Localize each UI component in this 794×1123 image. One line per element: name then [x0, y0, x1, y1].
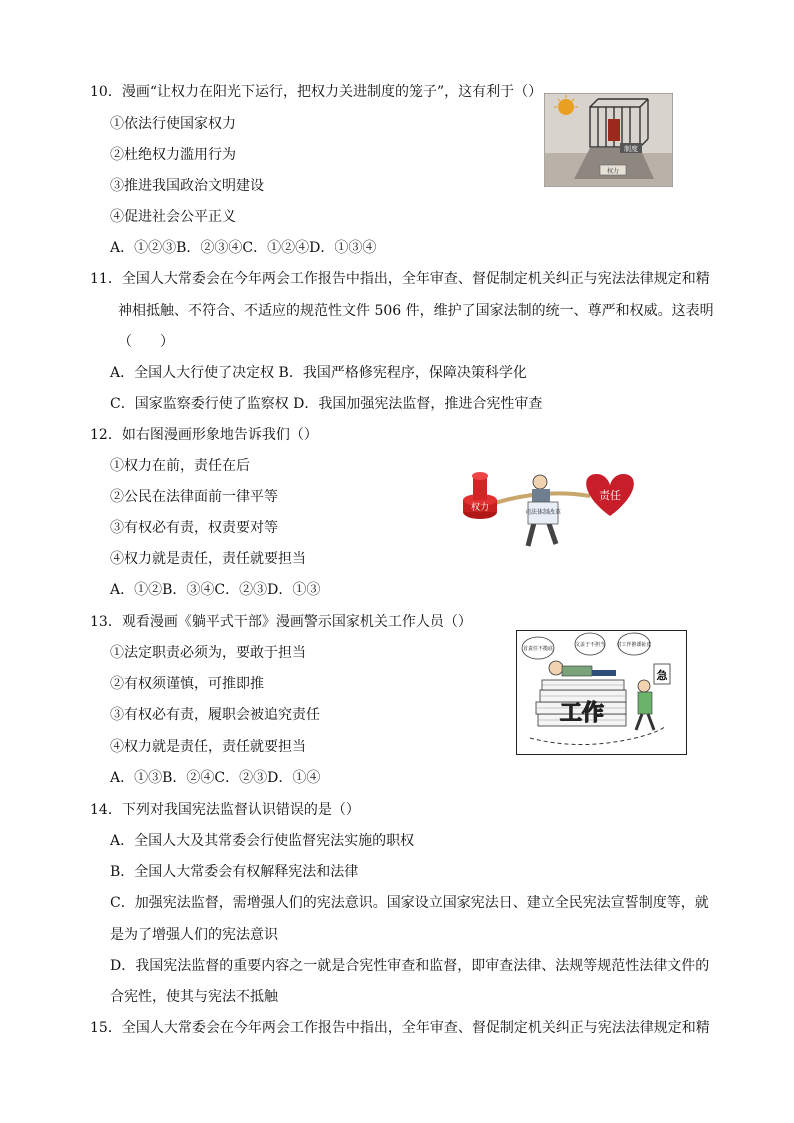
svg-text:急: 急	[656, 669, 668, 682]
question-10-stem: 10．漫画“让权力在阳光下运行，把权力关进制度的笼子”，这有利于（）	[90, 84, 543, 100]
question-14-choice-c-line-1: C．加强宪法监督，需增强人们的宪法意识。国家设立国家宪法日、建立全民宪法宣誓制度等，就	[110, 895, 709, 911]
question-11-stem-line-3: （ ）	[118, 334, 174, 350]
svg-text:权力: 权力	[606, 168, 620, 175]
worried-person-head	[638, 680, 650, 692]
power-button-label: 权力	[470, 503, 490, 513]
svg-text:责任: 责任	[599, 489, 621, 502]
question-12-option-1: ①权力在前，责任在后	[110, 458, 250, 474]
question-12-stem: 12．如右图漫画形象地告诉我们（）	[90, 427, 318, 443]
question-13-option-4: ④权力就是责任，责任就要担当	[110, 739, 306, 755]
lying-flat-cadre-cartoon-image	[516, 630, 687, 755]
sun-icon	[558, 99, 574, 115]
question-10-option-4: ④促进社会公平正义	[110, 209, 236, 225]
question-12-option-2: ②公民在法律面前一律平等	[110, 489, 278, 505]
cage-cartoon-image	[544, 93, 673, 187]
question-14-choice-c-line-2: 是为了增强人们的宪法意识	[110, 927, 278, 943]
question-13-stem: 13．观看漫画《躺平式干部》漫画警示国家机关工作人员（）	[90, 614, 472, 630]
power-responsibility-cartoon-image	[462, 466, 638, 558]
person-head	[533, 475, 547, 489]
question-13-option-1: ①法定职责必须为，要敢于担当	[110, 645, 306, 661]
svg-text:司法体制改革: 司法体制改革	[524, 509, 562, 516]
question-10-choices: A．①②③B．②③④C．①②④D．①③④	[110, 240, 377, 256]
question-13-option-3: ③有权必有责，履职会被追究责任	[110, 707, 320, 723]
question-13-option-2: ②有权须谨慎，可推即推	[110, 676, 264, 692]
question-13-choices: A．①③B．②④C．②③D．①④	[110, 770, 321, 786]
question-14-choice-b: B．全国人大常委会有权解释宪法和法律	[110, 864, 359, 880]
question-10-option-3: ③推进我国政治文明建设	[110, 178, 264, 194]
question-12-choices: A．①②B．③④C．②③D．①③	[110, 582, 321, 598]
question-15-stem-line-1: 15．全国人大常委会在今年两会工作报告中指出，全年审查、督促制定机关纠正与宪法法律规定和精	[90, 1020, 710, 1036]
question-11-choices-ab: A．全国人大行使了决定权 B．我国严格修宪程序，保障决策科学化	[110, 365, 527, 381]
question-14-stem: 14．下列对我国宪法监督认识错误的是（）	[90, 802, 360, 818]
question-10-option-2: ②杜绝权力滥用行为	[110, 147, 236, 163]
question-14-choice-d-line-2: 合宪性，使其与宪法不抵触	[110, 989, 278, 1005]
question-11-choices-cd: C．国家监察委行使了监察权 D．我国加强宪法监督，推进合宪性审查	[110, 396, 543, 412]
svg-text:制度: 制度	[624, 145, 638, 153]
question-10-option-1: ①依法行使国家权力	[110, 116, 236, 132]
question-11-stem-line-2: 神相抵触、不符合、不适应的规范性文件 506 件，维护了国家法制的统一、尊严和权威。这表明	[118, 303, 714, 319]
work-pile-label: 工作	[559, 701, 605, 726]
question-12-option-3: ③有权必有责，权责要对等	[110, 520, 278, 536]
lying-person-head	[549, 661, 563, 675]
question-11-stem-line-1: 11．全国人大常委会在今年两会工作报告中指出，全年审查、督促制定机关纠正与宪法法律规定和精	[90, 271, 710, 287]
svg-text:文盖于不担当: 文盖于不担当	[574, 642, 606, 648]
question-14-choice-a: A．全国人大及其常委会行使监督宪法实施的职权	[110, 833, 415, 849]
question-14-choice-d-line-1: D．我国宪法监督的重要内容之一就是合宪性审查和监督，即审查法律、法规等规范性法律文件的	[110, 958, 710, 974]
svg-text:对工作推诿扯皮: 对工作推诿扯皮	[616, 642, 652, 648]
caged-figure-icon	[608, 119, 620, 141]
question-12-option-4: ④权力就是责任，责任就要担当	[110, 551, 306, 567]
svg-text:首责任不揽底: 首责任不揽底	[522, 646, 554, 652]
